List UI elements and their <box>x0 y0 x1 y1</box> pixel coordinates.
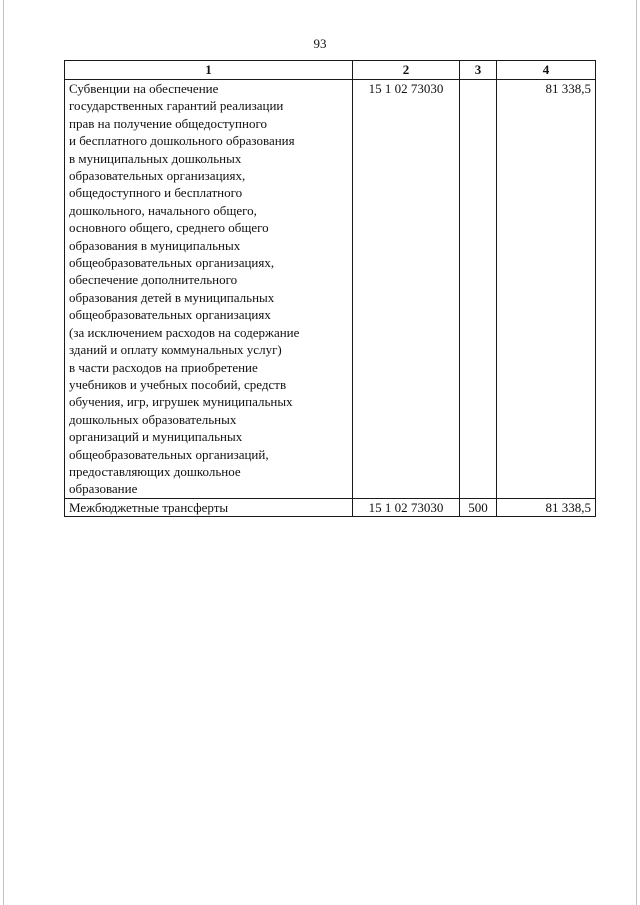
description-line: Субвенции на обеспечение <box>69 81 219 96</box>
description-line: и бесплатного дошкольного образования <box>69 133 295 149</box>
description-line: образование <box>69 481 138 497</box>
description-line: общеобразовательных организаций, <box>69 446 269 462</box>
description-line: обучения, игр, игрушек муниципальных <box>69 394 293 410</box>
description-line: дошкольного, начального общего, <box>69 202 257 218</box>
table-row <box>65 80 596 499</box>
description-line: общеобразовательных организациях, <box>69 255 275 271</box>
row-description <box>65 498 353 516</box>
description-line: зданий и оплату коммунальных услуг) <box>69 342 282 358</box>
column-header-4: 4 <box>497 61 596 80</box>
row-budget-code: 15 1 02 73030 <box>353 80 460 499</box>
description-line: общеобразовательных организациях <box>69 307 271 323</box>
row-amount: 81 338,5 <box>497 498 596 516</box>
page-number: 93 <box>313 36 327 51</box>
description-line: государственных гарантий реализации <box>69 98 284 114</box>
column-header-3: 3 <box>460 61 497 80</box>
description-line: образования детей в муниципальных <box>69 289 275 305</box>
description-line: обеспечение дополнительного <box>69 272 238 288</box>
description-line: прав на получение общедоступного <box>69 115 267 131</box>
row-expense-type <box>460 80 497 499</box>
description-line: дошкольных образовательных <box>69 411 237 427</box>
table-row <box>65 498 596 516</box>
table-header-row <box>65 61 596 80</box>
description-line: основного общего, среднего общего <box>69 220 269 236</box>
description-line: учебников и учебных пособий, средств <box>69 376 287 392</box>
description-line: в части расходов на приобретение <box>69 359 258 375</box>
page-scan-edge-right <box>636 0 637 905</box>
table-body <box>65 80 596 517</box>
description-line: образовательных организациях, <box>69 168 246 184</box>
row-expense-type: 500 <box>460 498 497 516</box>
description-line: в муниципальных дошкольных <box>69 150 242 166</box>
description-line: организаций и муниципальных <box>69 429 243 445</box>
description-line: Межбюджетные трансферты <box>69 499 229 515</box>
description-line: (за исключением расходов на содержание <box>69 324 300 340</box>
column-header-2: 2 <box>353 61 460 80</box>
row-amount: 81 338,5 <box>497 80 596 499</box>
description-line: образования в муниципальных <box>69 237 241 253</box>
description-line: предоставляющих дошкольное <box>69 463 241 479</box>
row-description <box>65 80 353 499</box>
column-header-1: 1 <box>65 61 353 80</box>
budget-table <box>64 60 596 517</box>
page-scan-edge-left <box>3 0 4 905</box>
description-line: общедоступного и бесплатного <box>69 185 243 201</box>
row-budget-code: 15 1 02 73030 <box>353 498 460 516</box>
